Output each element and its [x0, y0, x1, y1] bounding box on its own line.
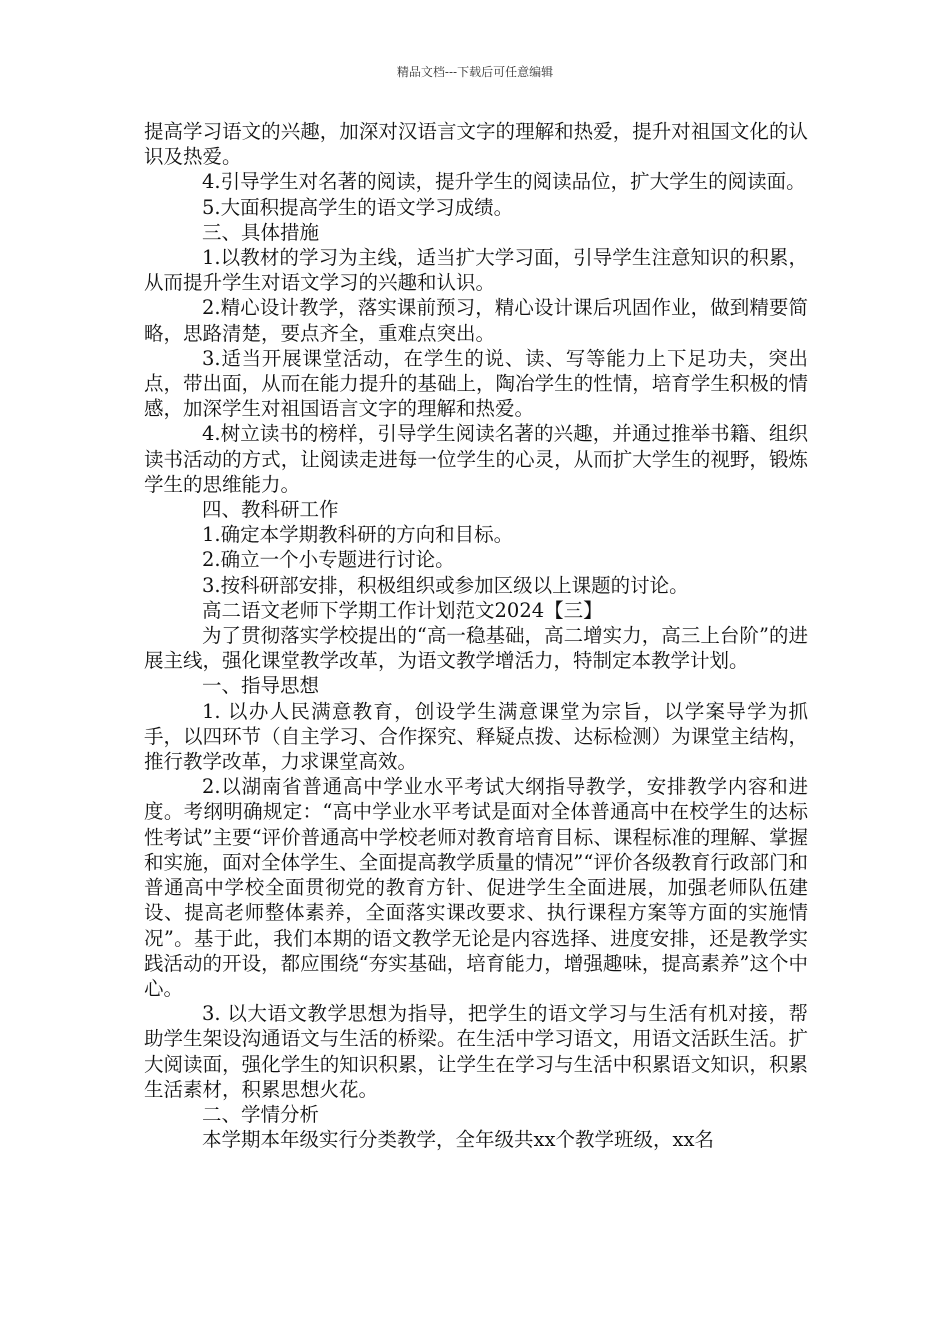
- paragraph: 4.树立读书的榜样，引导学生阅读名著的兴趣，并通过推举书籍、组织读书活动的方式，让阅读走进每一位学生的心灵，从而扩大学生的视野，锻炼学生的思维能力。: [144, 422, 808, 496]
- paragraph: 3. 以大语文教学思想为指导，把学生的语文学习与生活有机对接，帮助学生架设沟通语文与生活的桥梁。在生活中学习语文，用语文活跃生活。扩大阅读面，强化学生的知识积累，让学生在学习与生活中积累语文知识，积累生活素材，积累思想火花。: [144, 1002, 808, 1101]
- paragraph: 2.以湖南省普通高中学业水平考试大纲指导教学，安排教学内容和进度。考纲明确规定：“高中学业水平考试是面对全体普通高中在校学生的达标性考试”主要“评价普通高中学校老师对教育培育目标、课程标准的理解、掌握和实施，面对全体学生、全面提高教学质量的情况”“评价各级教育行政部门和普通高中学校全面贯彻党的教育方针、促进学生全面进展，加强老师队伍建设、提高老师整体素养，全面落实课改要求、执行课程方案等方面的实施情况”。基于此，我们本期的语文教学无论是内容选择、进度安排，还是教学实践活动的开设，都应围绕“夯实基础，培育能力，增强趣味，提高素养”这个中心。: [144, 775, 808, 1000]
- paragraph: 5.大面积提高学生的语文学习成绩。: [202, 195, 514, 219]
- section-heading: 三、具体措施: [202, 220, 320, 244]
- document-title: 高二语文老师下学期工作计划范文2024【三】: [202, 598, 603, 622]
- paragraph: 4.引导学生对名著的阅读，提升学生的阅读品位，扩大学生的阅读面。: [202, 170, 806, 194]
- paragraph: 为了贯彻落实学校提出的“高一稳基础，高二增实力，高三上台阶”的进展主线，强化课堂教学改革，为语文教学增活力，特制定本教学计划。: [144, 624, 808, 673]
- section-heading: 一、指导思想: [202, 674, 320, 698]
- paragraph: 3.按科研部安排，积极组织或参加区级以上课题的讨论。: [202, 573, 689, 597]
- document-body: [144, 119, 808, 1152]
- paragraph: 1.确定本学期教科研的方向和目标。: [202, 523, 514, 547]
- paragraph: 3.适当开展课堂活动，在学生的说、读、写等能力上下足功夫，突出点，带出面，从而在能力提升的基础上，陶冶学生的性情，培育学生积极的情感，加深学生对祖国语言文字的理解和热爱。: [144, 346, 808, 421]
- paragraph: 2.精心设计教学，落实课前预习，精心设计课后巩固作业，做到精要简略，思路清楚，要点齐全，重难点突出。: [144, 296, 808, 345]
- paragraph: 1. 以办人民满意教育，创设学生满意课堂为宗旨，以学案导学为抓手，以四环节（自主学习、合作探究、释疑点拨、达标检测）为课堂主结构，推行教学改革，力求课堂高效。: [144, 699, 808, 774]
- page-header: 精品文档---下载后可任意编辑: [396, 65, 554, 79]
- paragraph: 提高学习语文的兴趣，加深对汉语言文字的理解和热爱，提升对祖国文化的认识及热爱。: [144, 120, 808, 169]
- paragraph: 本学期本年级实行分类教学，全年级共xx个教学班级，xx名: [202, 1128, 714, 1152]
- paragraph: 1.以教材的学习为主线，适当扩大学习面，引导学生注意知识的积累，从而提升学生对语文学习的兴趣和认识。: [144, 246, 808, 295]
- section-heading: 四、教科研工作: [202, 498, 339, 522]
- section-heading: 二、学情分析: [202, 1102, 320, 1126]
- paragraph: 2.确立一个小专题进行讨论。: [202, 548, 455, 572]
